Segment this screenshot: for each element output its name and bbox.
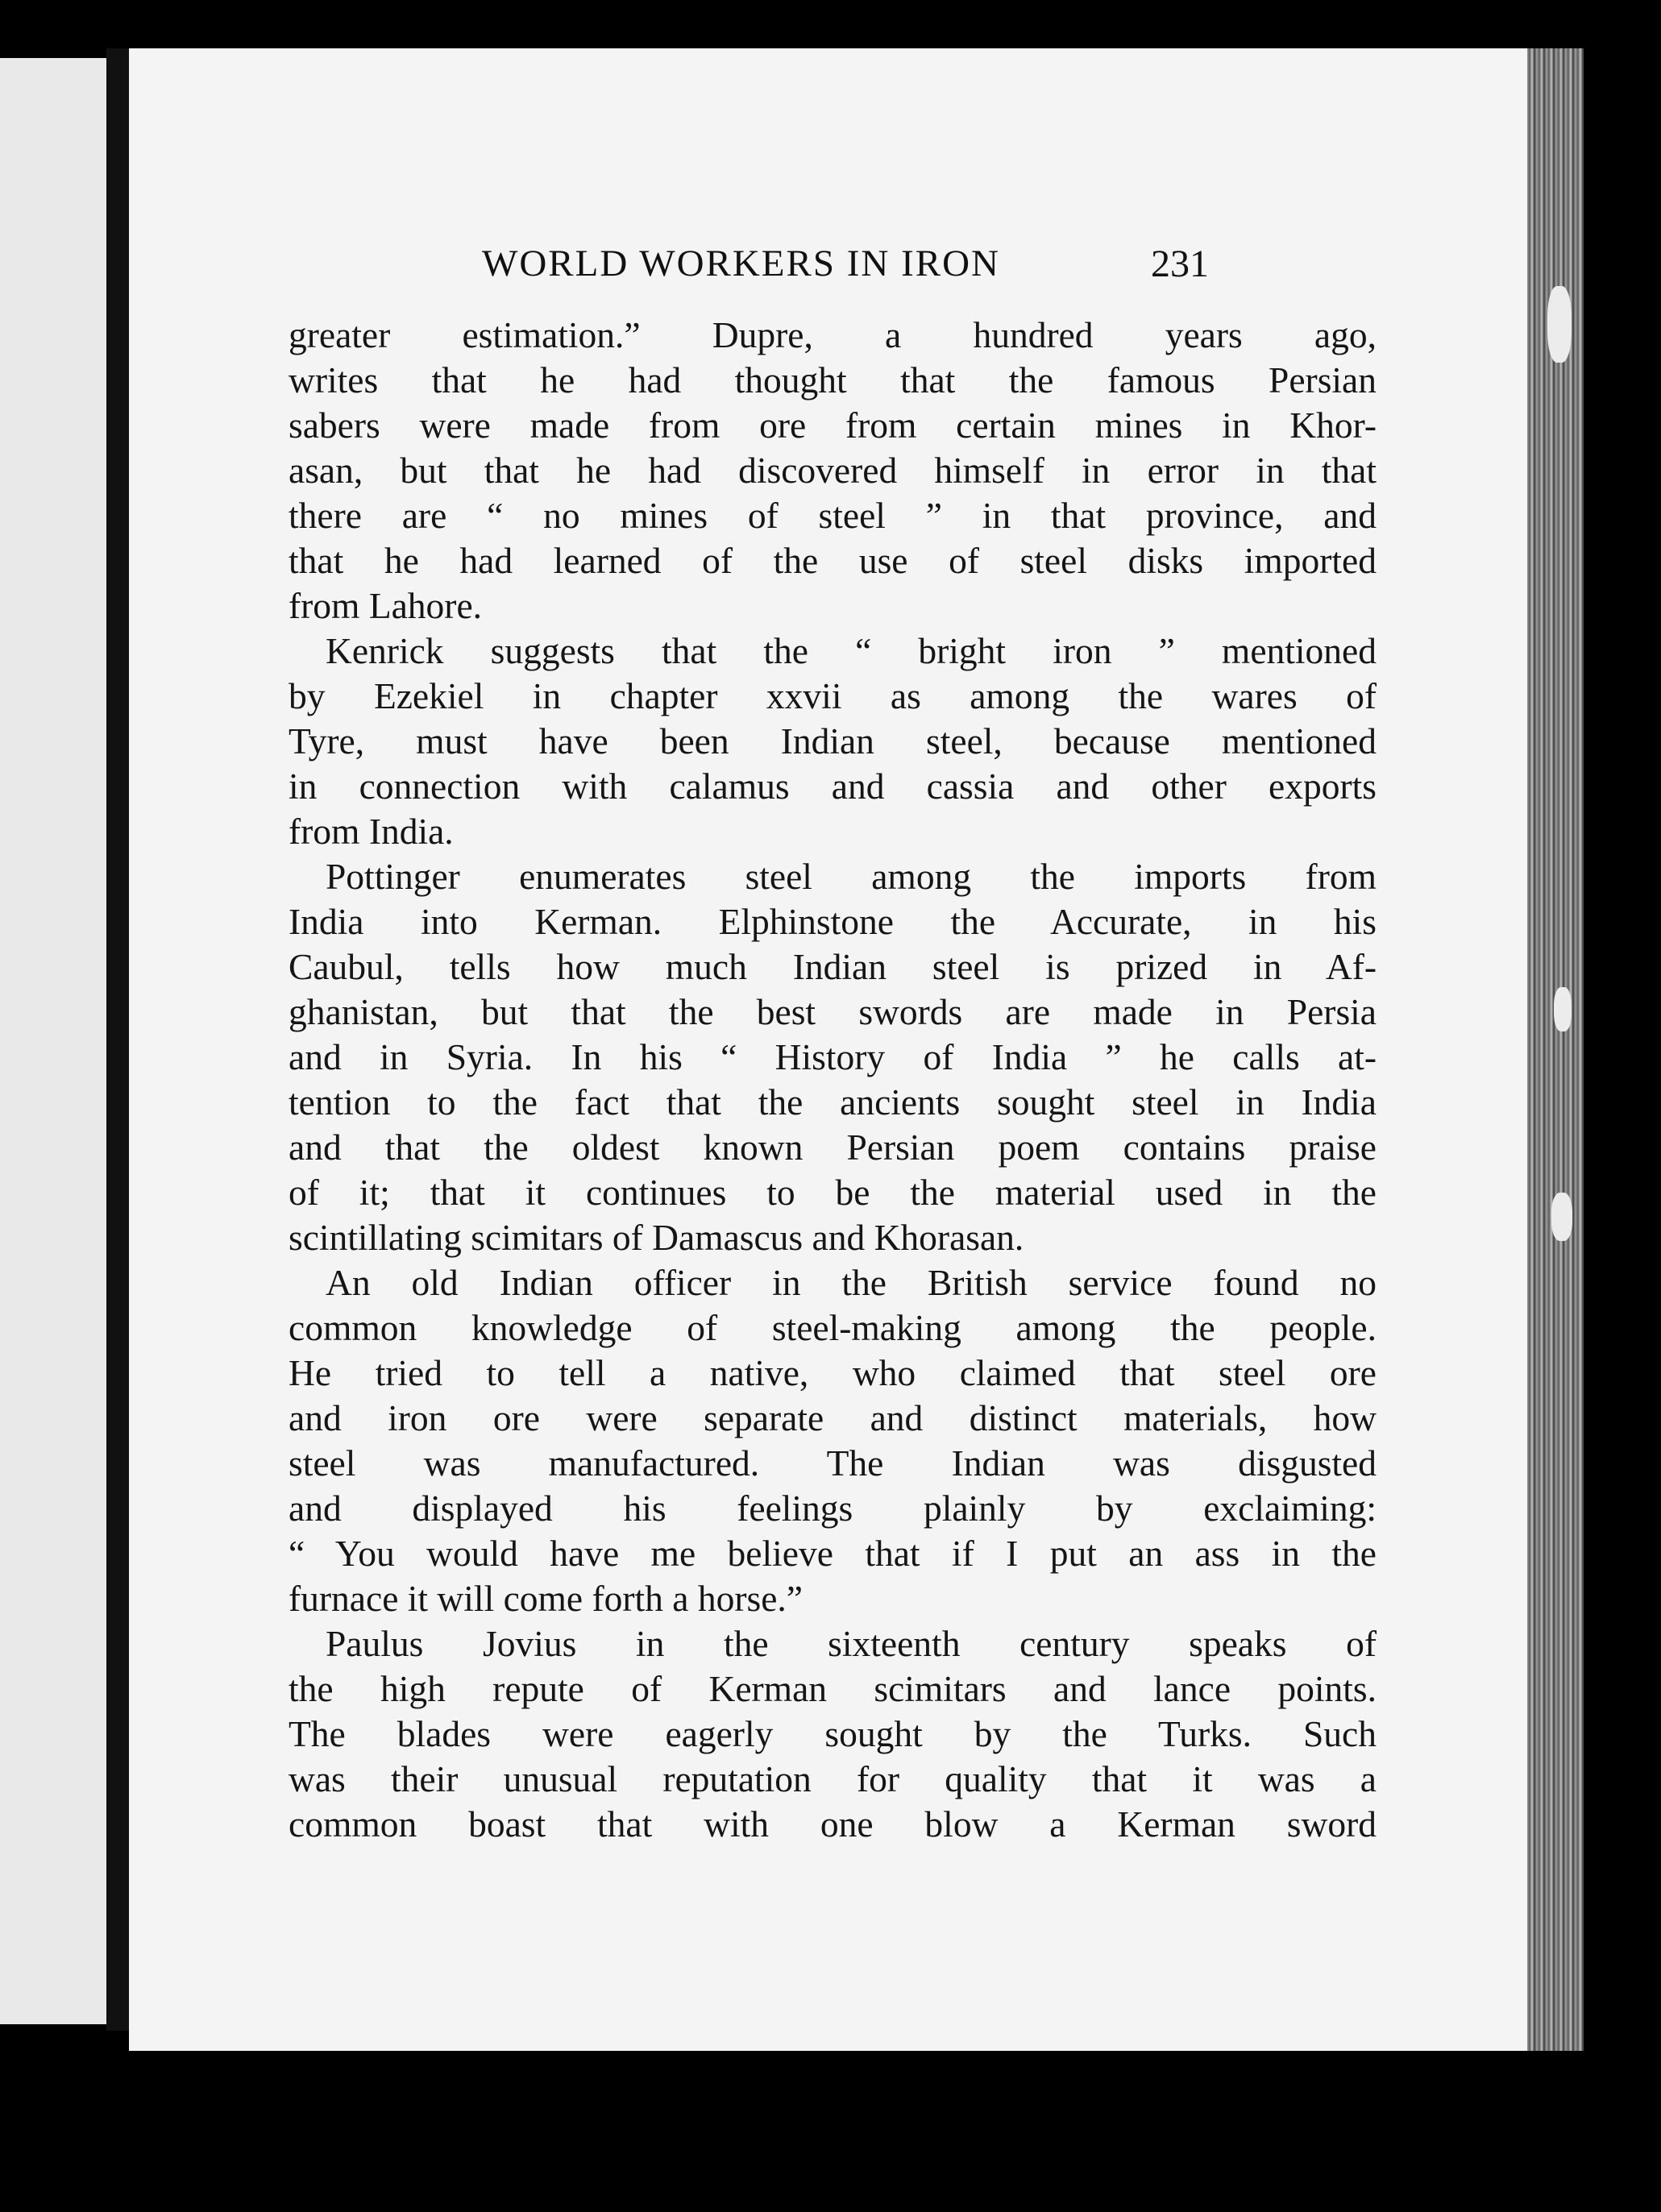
text-line: tention to the fact that the ancients sought steel in India [289,1081,1377,1123]
text-line: of it; that it continues to be the material used in the [289,1172,1377,1213]
text-line: common boast that with one blow a Kerman sword [289,1803,1377,1845]
running-head [129,242,1527,306]
text-line: and iron ore were separate and distinct materials, how [289,1397,1377,1438]
facing-page-edge [0,58,106,2024]
text-line: by Ezekiel in chapter xxvii as among the wares of [289,675,1377,716]
text-body [289,313,1377,1847]
text-line: scintillating scimitars of Damascus and Khorasan. [289,1217,1024,1258]
book-page [129,48,1527,2051]
text-line: An old Indian officer in the British service found no [326,1262,1377,1303]
text-line: India into Kerman. Elphinstone the Accurate, in his [289,901,1377,942]
spine-fleck [1551,1193,1572,1241]
text-line: Kenrick suggests that the “ bright iron ” mentioned [326,630,1377,671]
text-line: and that the oldest known Persian poem contains praise [289,1127,1377,1168]
text-line: Caubul, tells how much Indian steel is prized in Af- [289,946,1377,987]
running-title: WORLD WORKERS IN IRON [482,243,1000,284]
text-line: ghanistan, but that the best swords are made in Persia [289,991,1377,1032]
text-line: steel was manufactured. The Indian was disgusted [289,1442,1377,1484]
text-line: asan, but that he had discovered himself in error in that [289,450,1377,491]
spine-fleck [1547,286,1572,363]
text-line: from Lahore. [289,585,483,626]
text-line: there are “ no mines of steel ” in that province, and [289,495,1377,536]
text-line: greater estimation.” Dupre, a hundred years ago, [289,314,1377,355]
text-line: Tyre, must have been Indian steel, because mentioned [289,720,1377,762]
text-line: the high repute of Kerman scimitars and lance points. [289,1668,1377,1709]
text-line: furnace it will come forth a horse.” [289,1578,803,1619]
text-line: Paulus Jovius in the sixteenth century speaks of [326,1623,1377,1664]
text-line: that he had learned of the use of steel disks imported [289,540,1377,581]
text-line: “ You would have me believe that if I put an ass in the [289,1533,1377,1574]
text-line: Pottinger enumerates steel among the imports from [326,856,1377,897]
text-line: was their unusual reputation for quality that it was a [289,1758,1377,1799]
text-line: He tried to tell a native, who claimed that steel ore [289,1352,1377,1393]
text-line: writes that he had thought that the famous Persian [289,359,1377,400]
text-line: in connection with calamus and cassia and other exports [289,766,1377,807]
text-line: The blades were eagerly sought by the Turks. Such [289,1713,1377,1754]
text-line: from India. [289,811,454,852]
page-number: 231 [1151,243,1209,285]
text-line: sabers were made from ore from certain mines in Khor- [289,405,1377,446]
spine-fleck [1554,987,1572,1031]
text-line: common knowledge of steel-making among the people. [289,1307,1377,1348]
text-line: and displayed his feelings plainly by exclaiming: [289,1488,1377,1529]
text-line: and in Syria. In his “ History of India ” he calls at- [289,1036,1377,1077]
gutter-shadow [106,48,129,2031]
